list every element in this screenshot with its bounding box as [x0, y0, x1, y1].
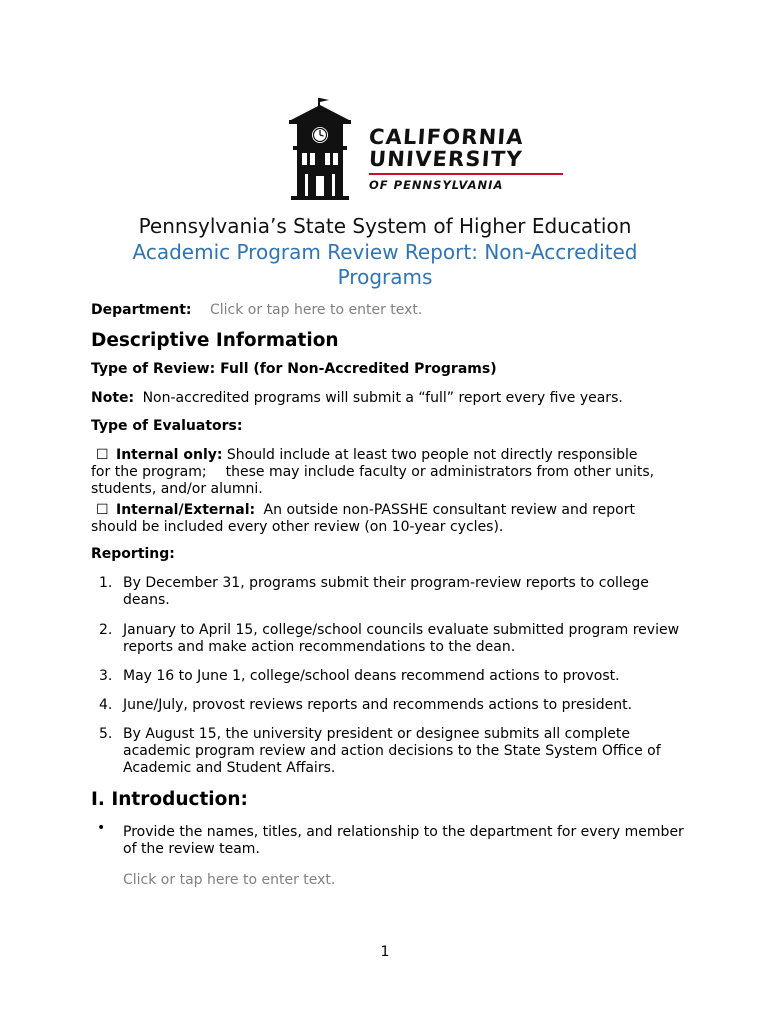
logo-line-california: CALIFORNIA [368, 125, 525, 149]
department-row [91, 302, 422, 318]
internal-external-checkbox[interactable]: ☐ [96, 502, 109, 518]
internal-external-text-1: An outside non-PASSHE consultant review and report [263, 502, 635, 518]
list-text: Academic and Student Affairs. [123, 760, 336, 776]
note-line [91, 390, 623, 406]
descriptive-heading: Descriptive Information [91, 330, 339, 351]
internal-only-text-2b: these may include faculty or administrators from other units, [225, 464, 655, 480]
internal-only-text-2a: for the program; [91, 464, 207, 480]
introduction-bullet-line1: Provide the names, titles, and relationship to the department for every member [123, 824, 684, 840]
list-text: deans. [123, 592, 170, 608]
list-text: academic program review and action decisions to the State System Office of [123, 743, 661, 759]
report-title [0, 240, 770, 290]
list-text: reports and make action recommendations to the dean. [123, 639, 516, 655]
list-number: 1. [99, 575, 113, 591]
note-label: Note: [91, 390, 135, 406]
internal-only-checkbox[interactable]: ☐ [96, 447, 109, 463]
evaluators-heading: Type of Evaluators: [91, 418, 243, 434]
internal-only-text-1: Should include at least two people not directly responsible [226, 447, 638, 463]
report-title-line2: Programs [337, 265, 433, 289]
list-number: 3. [99, 668, 113, 684]
logo-red-rule [369, 173, 563, 175]
list-text: May 16 to June 1, college/school deans recommend actions to provost. [123, 668, 620, 684]
internal-external-text-2: should be included every other review (on 10-year cycles). [91, 519, 504, 535]
internal-external-option [91, 502, 691, 536]
internal-external-label: Internal/External: [116, 502, 256, 518]
introduction-heading: I. Introduction: [91, 789, 248, 810]
internal-only-text-3: students, and/or alumni. [91, 481, 263, 497]
introduction-bullet-line2: of the review team. [123, 841, 260, 857]
department-input[interactable]: Click or tap here to enter text. [209, 302, 423, 318]
introduction-input[interactable]: Click or tap here to enter text. [123, 872, 336, 888]
list-number: 4. [99, 697, 113, 713]
internal-only-option [91, 447, 691, 498]
report-title-line1: Academic Program Review Report: Non-Accredited [132, 240, 638, 264]
logo-wordmark [369, 126, 573, 192]
list-text: By August 15, the university president or designee submits all complete [123, 726, 630, 742]
logo-line-pennsylvania: OF PENNSYLVANIA [369, 178, 504, 192]
logo-line-university: UNIVERSITY [368, 147, 524, 171]
note-text: Non-accredited programs will submit a “full” report every five years. [142, 390, 623, 406]
bullet-marker: • [97, 820, 106, 836]
introduction-bullet-text [123, 824, 693, 858]
system-name: Pennsylvania’s State System of Higher Education [138, 214, 632, 238]
list-number: 2. [99, 622, 113, 638]
list-text: June/July, provost reviews reports and recommends actions to president. [123, 697, 633, 713]
list-number: 5. [99, 726, 113, 742]
internal-only-label: Internal only: [116, 447, 223, 463]
list-text: January to April 15, college/school councils evaluate submitted program review [123, 622, 680, 638]
page-number: 1 [380, 944, 390, 960]
university-logo [283, 96, 573, 200]
department-label: Department: [91, 302, 192, 318]
type-of-review: Type of Review: Full (for Non-Accredited Programs) [91, 361, 497, 377]
clock-tower-icon [283, 96, 358, 200]
list-text: By December 31, programs submit their program-review reports to college [123, 575, 649, 591]
reporting-heading: Reporting: [91, 546, 175, 562]
